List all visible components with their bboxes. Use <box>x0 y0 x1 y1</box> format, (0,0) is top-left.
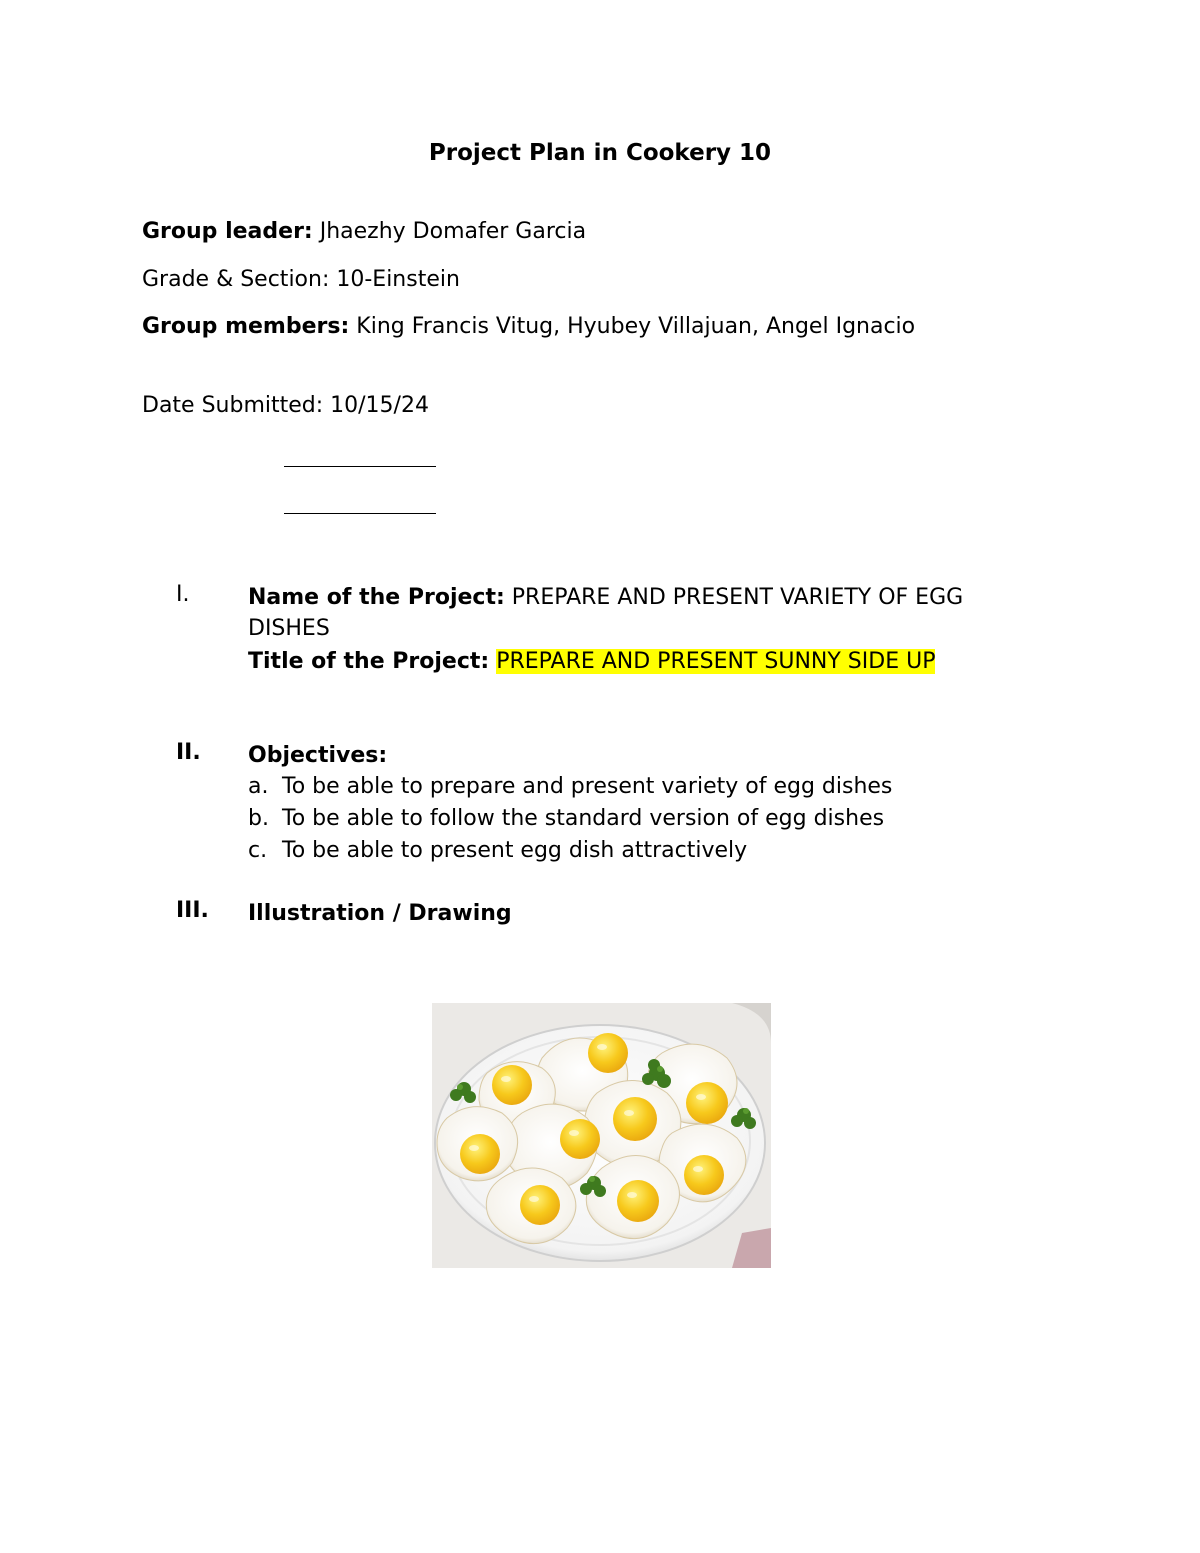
objective-text: To be able to follow the standard version of egg dishes <box>282 806 885 831</box>
project-title-value: PREPARE AND PRESENT SUNNY SIDE UP <box>496 649 936 674</box>
section-number: II. <box>176 740 201 765</box>
illustration-heading: Illustration / Drawing <box>248 901 512 926</box>
group-members-line <box>142 314 915 339</box>
project-title-label: Title of the Project: <box>248 649 490 674</box>
grade-section-line: Grade & Section: 10-Einstein <box>142 267 460 292</box>
section-objectives <box>248 740 1048 867</box>
page-title: Project Plan in Cookery 10 <box>428 140 772 166</box>
blank-line <box>284 513 436 514</box>
group-leader-value: Jhaezhy Domafer Garcia <box>319 219 587 244</box>
group-leader-line <box>142 219 586 244</box>
section-number: I. <box>176 582 190 607</box>
list-item <box>248 835 1048 867</box>
group-members-label: Group members: <box>142 314 350 339</box>
objective-text: To be able to present egg dish attractively <box>282 838 748 863</box>
project-name-label: Name of the Project: <box>248 585 505 610</box>
project-name-value: PREPARE AND PRESENT VARIETY OF EGG DISHES <box>248 585 964 641</box>
project-title-line <box>248 646 1048 677</box>
project-name-line <box>248 582 1048 644</box>
blank-line <box>284 466 436 467</box>
section-project-name <box>248 582 1048 677</box>
objective-letter: c. <box>248 838 268 863</box>
objective-letter: a. <box>248 774 269 799</box>
date-submitted-line: Date Submitted: 10/15/24 <box>142 393 429 418</box>
list-item <box>248 771 1048 803</box>
objective-text: To be able to prepare and present variety of egg dishes <box>282 774 893 799</box>
objective-letter: b. <box>248 806 269 831</box>
sunny-side-up-eggs-image <box>432 1003 771 1268</box>
group-members-value: King Francis Vitug, Hyubey Villajuan, Angel Ignacio <box>356 314 916 339</box>
section-number: III. <box>176 898 209 923</box>
objectives-heading: Objectives: <box>248 743 388 768</box>
list-item <box>248 803 1048 835</box>
group-leader-label: Group leader: <box>142 219 313 244</box>
